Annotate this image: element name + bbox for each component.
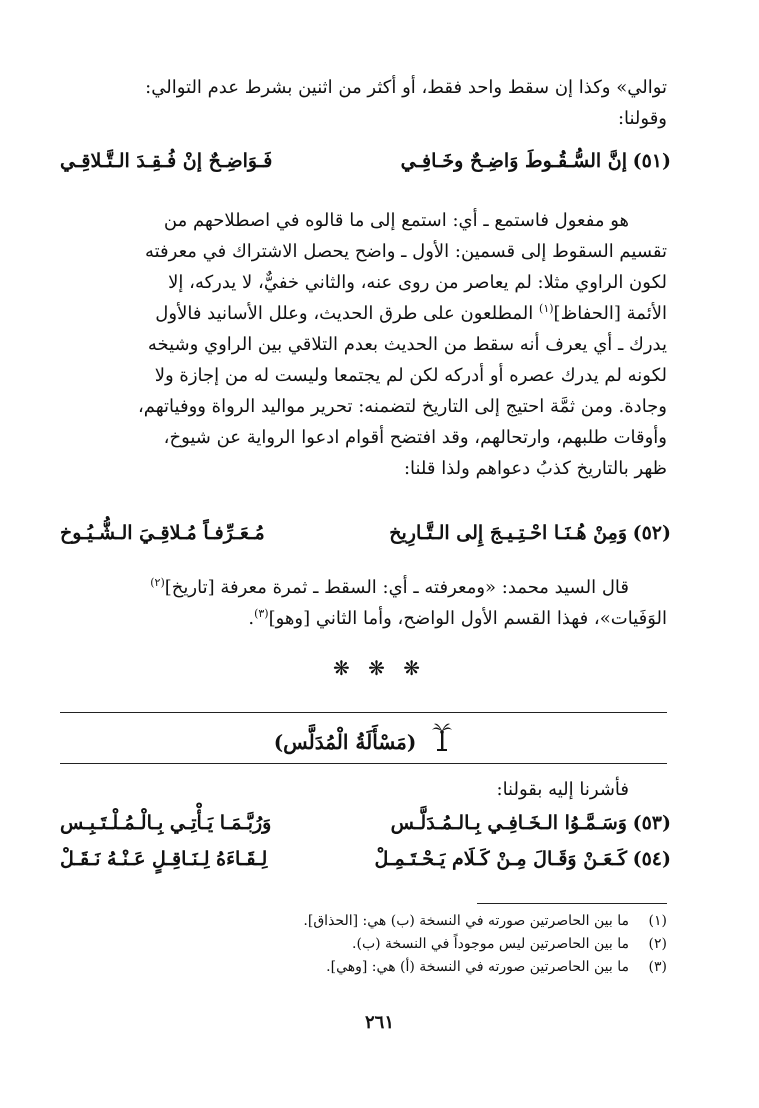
intro-paragraph — [62, 72, 667, 134]
para2-line-2-end: . — [248, 608, 255, 629]
verse-number: (٥٢) — [632, 522, 671, 544]
para1-line-4-a: الأئمة [الحفاظ] — [553, 303, 667, 324]
intro-line-2: وقولنا: — [617, 108, 667, 129]
verse-54 — [60, 848, 671, 882]
verse-second-hemistich: وَرُبَّـمَـا يَـأْتِـي بِـالْـمُـلْـتَـبِـس — [60, 812, 272, 834]
verse-first-hemistich: كَـعَـنْ وَقَـالَ مِـنْ كَـلَام يَـحْـتَـمِـلْ — [374, 848, 627, 870]
para1-line-6: لكونه لم يدرك عصره أو أدركه لكن لم يجتمعا وليست له من إجازة ولا — [154, 365, 667, 386]
section-heading — [60, 722, 667, 762]
verse-number: (٥١) — [632, 150, 671, 172]
section-separator-stars: ❋ ❋ ❋ — [333, 656, 426, 680]
footnote-number: (١) — [648, 913, 667, 929]
commentary-paragraph-1 — [62, 205, 667, 484]
para1-line-1: هو مفعول فاستمع ـ أي: استمع إلى ما قالوه في اصطلاحهم من — [163, 210, 629, 231]
page-number: ٢٦١ — [364, 1012, 394, 1033]
footnote-3 — [62, 956, 667, 979]
para1-line-2: تقسيم السقوط إلى قسمين: الأول ـ واضح يحصل الاشتراك في معرفته — [144, 241, 667, 262]
verse-first-hemistich: وَمِنْ هُـنَـا احْـتِـيـجَ إِلى الـتَّـارِيخ — [389, 522, 627, 544]
footnote-text: ما بين الحاصرتين صورته في النسخة (أ) هي: [وهي]. — [326, 959, 629, 975]
palm-tree-icon — [431, 722, 453, 765]
para1-line-3: لكون الراوي مثلا: لم يعاصر من روى عنه، والثاني خفيٌّ، لا يدركه، إلا — [168, 272, 667, 293]
verse-first-hemistich: وَسَـمَّـوُا الـخَـافِـي بِـالـمُـدَلَّـس — [390, 812, 627, 834]
para1-line-9: ظهر بالتاريخ كذبُ دعواهم ولذا قلنا: — [403, 458, 667, 479]
verse-51 — [60, 150, 671, 184]
para2-line-1-text: قال السيد محمد: «ومعرفته ـ أي: السقط ـ ثمرة معرفة [تاريخ] — [164, 577, 629, 598]
footnote-ref-1[interactable]: (١) — [539, 302, 554, 315]
footnote-ref-3[interactable]: (٣) — [254, 607, 269, 620]
para2-line-1 — [62, 572, 667, 603]
verse-second-hemistich: مُـعَـرِّفـاً مُـلاقِـيَ الـشُّـيُـوخ — [60, 522, 265, 544]
footnote-2 — [62, 933, 667, 956]
commentary-paragraph-3 — [62, 774, 667, 805]
para1-line-4 — [62, 298, 667, 329]
footnotes — [62, 910, 667, 979]
verse-53 — [60, 812, 671, 846]
footnote-number: (٣) — [648, 959, 667, 975]
commentary-paragraph-2 — [62, 572, 667, 634]
intro-line-1: توالي» وكذا إن سقط واحد فقط، أو أكثر من اثنين بشرط عدم التوالي: — [145, 77, 667, 98]
verse-number: (٥٣) — [632, 812, 671, 834]
verse-first-hemistich: إنَّ السُّـقُـوطَ وَاضِـحٌ وخَـافِـي — [400, 150, 627, 172]
footnote-ref-2[interactable]: (٢) — [150, 576, 165, 589]
section-title: (مَسْأَلَةُ الْمُدَلَّس) — [273, 730, 417, 754]
verse-second-hemistich: لِـقَـاءَهُ لِـنَـاقِـلٍ عَـنْـهُ نَـقَـلْ — [60, 848, 268, 870]
para2-line-2-text: الوَفَيات»، فهذا القسم الأول الواضح، وأما الثاني [وهو] — [268, 608, 667, 629]
verse-52 — [60, 522, 671, 556]
heading-bottom-rule — [60, 763, 667, 764]
para3-line-1: فأشرنا إليه بقولنا: — [496, 779, 629, 800]
verse-second-hemistich: فَـوَاضِـحٌ إنْ فُـقِـدَ الـتَّـلاقِـي — [60, 150, 273, 172]
footnote-text: ما بين الحاصرتين ليس موجوداً في النسخة (ب). — [352, 936, 629, 952]
para2-line-2 — [62, 603, 667, 634]
para1-line-7: وجادة. ومن ثمَّة احتيج إلى التاريخ لتضمنه: تحرير مواليد الرواة ووفياتهم، — [137, 396, 667, 417]
verse-number: (٥٤) — [632, 848, 671, 870]
footnote-number: (٢) — [648, 936, 667, 952]
para1-line-4-b: المطلعون على طرق الحديث، وعلل الأسانيد فالأول — [155, 303, 534, 324]
heading-top-rule — [60, 712, 667, 713]
footnote-text: ما بين الحاصرتين صورته في النسخة (ب) هي: [الحذاق]. — [303, 913, 629, 929]
footnote-rule — [477, 903, 667, 904]
footnote-1 — [62, 910, 667, 933]
para1-line-8: وأوقات طلبهم، وارتحالهم، وقد افتضح أقوام ادعوا الرواية عن شيوخ، — [163, 427, 667, 448]
para1-line-5: يدرك ـ أي يعرف أنه سقط من الحديث بعدم التلاقي بين الراوي وشيخه — [147, 334, 667, 355]
